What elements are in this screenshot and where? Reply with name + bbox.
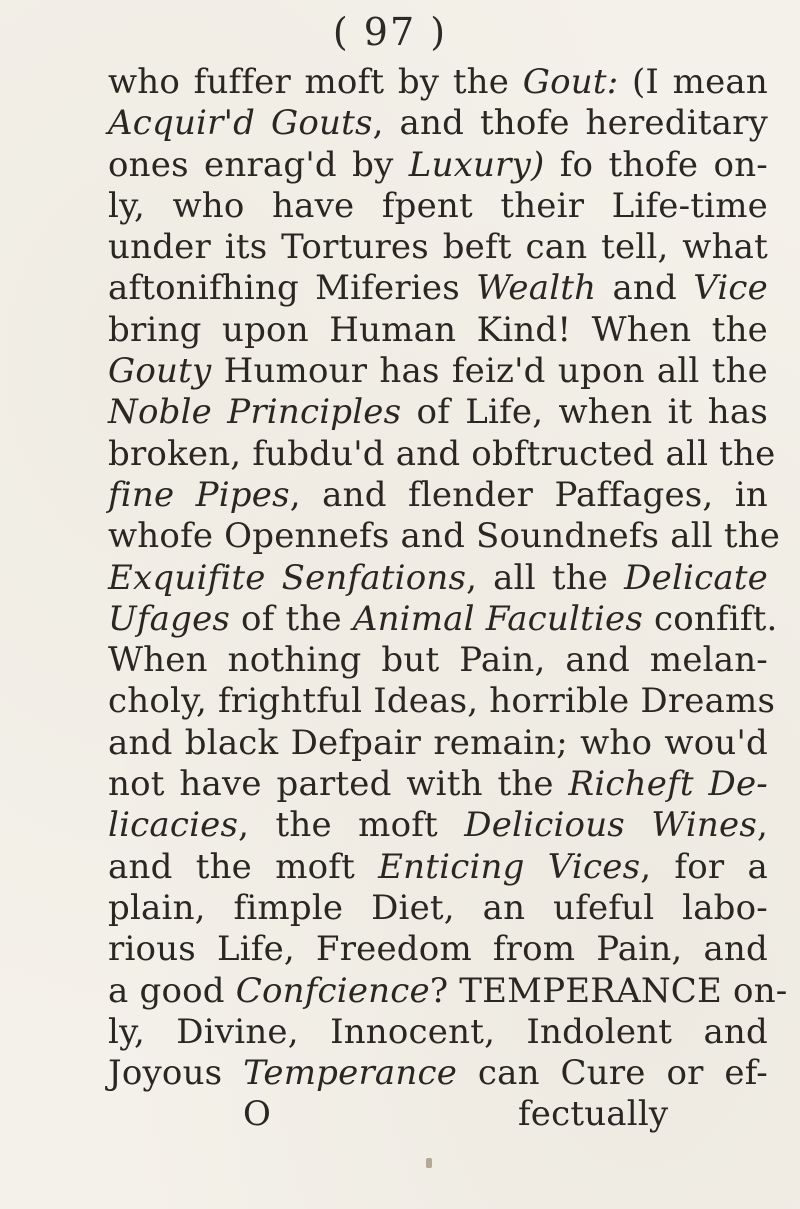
text-run: aftonifhing Miferies [108, 268, 477, 309]
italic-text: Gouty [108, 351, 212, 392]
text-line [108, 764, 768, 805]
text-run: Joyous [108, 1053, 244, 1094]
text-run: of Life, when it has [401, 392, 768, 433]
text-line [108, 62, 768, 103]
italic-text: Luxury) [408, 144, 545, 185]
italic-text: Noble Principles [108, 392, 402, 433]
text-run: and black Defpair remain; who wou'd [108, 722, 768, 763]
text-run: ones enrag'd by [108, 144, 409, 185]
italic-text: Delicate [624, 557, 768, 598]
text-line [108, 723, 768, 764]
text-run: a good [108, 970, 236, 1011]
text-run: , all the [466, 557, 625, 598]
italic-text: fine Pipes [108, 474, 290, 515]
page-number: ( 97 ) [332, 10, 448, 54]
italic-text: Wealth [476, 268, 597, 309]
text-run: ly, who have fpent their Life-time [108, 185, 768, 226]
text-line [108, 929, 768, 970]
text-run: can Cure or ef- [457, 1053, 768, 1094]
italic-text: Delicious Wines [464, 805, 757, 846]
signature-line [108, 1094, 768, 1135]
text-run: fo thofe on- [544, 144, 768, 185]
text-line [108, 681, 776, 722]
text-line [108, 268, 768, 309]
italic-text: Exquifite Senfations [108, 557, 467, 598]
text-line [108, 558, 768, 599]
signature-mark: O [243, 1094, 272, 1135]
text-run: When nothing but Pain, and melan- [108, 640, 768, 681]
paper-speck [426, 1158, 432, 1168]
text-line [108, 433, 776, 475]
italic-text: licacies [108, 805, 239, 846]
text-run: (I mean [618, 62, 768, 102]
text-line [108, 103, 768, 144]
text-line [108, 598, 778, 640]
text-line [108, 227, 768, 268]
text-run: confift. [643, 598, 778, 639]
text-run: , [757, 805, 769, 846]
italic-text: Temperance [243, 1053, 458, 1094]
text-run: , for a [640, 846, 768, 887]
text-line [108, 847, 768, 888]
text-line [108, 1012, 768, 1053]
text-line [108, 351, 768, 392]
text-run: who fuffer moft by the [108, 62, 523, 102]
text-line [108, 475, 768, 516]
italic-text: Gout: [522, 62, 619, 102]
text-line [108, 805, 768, 846]
text-run: broken, fubdu'd and obftructed all the [108, 433, 776, 474]
text-run: bring upon Human Kind! When the [108, 309, 768, 350]
italic-text: Confcience [235, 970, 430, 1011]
text-run: ? TEMPERANCE on- [429, 970, 788, 1011]
italic-text: Enticing Vices [378, 846, 641, 887]
text-line [108, 516, 781, 557]
text-run: , the moft [238, 805, 465, 846]
text-line [108, 888, 768, 929]
text-line [108, 640, 768, 681]
text-run: not have parted with the [108, 764, 569, 805]
text-run: rious Life, Freedom from Pain, and [108, 929, 768, 970]
italic-text: Ufages [108, 598, 231, 639]
text-run: plain, fimple Diet, an ufeful labo- [108, 887, 768, 928]
text-run: , and thofe hereditary [372, 103, 768, 144]
text-line [108, 145, 768, 186]
italic-text: Animal Faculties [352, 598, 644, 639]
text-line [108, 1053, 768, 1094]
text-run: of the [230, 598, 353, 639]
text-run: Humour has feiz'd upon all the [211, 351, 768, 392]
catchword: fectually [518, 1094, 669, 1135]
text-line [108, 392, 768, 433]
body-text [108, 62, 788, 1136]
text-run: and the moft [108, 846, 379, 887]
text-run: , and flender Paffages, in [289, 474, 768, 515]
text-run: whofe Opennefs and Soundnefs all the [108, 516, 781, 557]
italic-text: Richeft De- [568, 764, 768, 805]
text-line [108, 186, 768, 227]
text-run: ly, Divine, Innocent, Indolent and [108, 1011, 768, 1052]
italic-text: Acquir'd Gouts [108, 103, 373, 144]
text-run: and [596, 268, 694, 309]
text-run: choly, frightful Ideas, horrible Dreams [108, 681, 776, 722]
text-line [108, 970, 788, 1012]
italic-text: Vice [693, 268, 768, 309]
text-line [108, 310, 768, 351]
text-run: under its Tortures beft can tell, what [108, 227, 768, 268]
